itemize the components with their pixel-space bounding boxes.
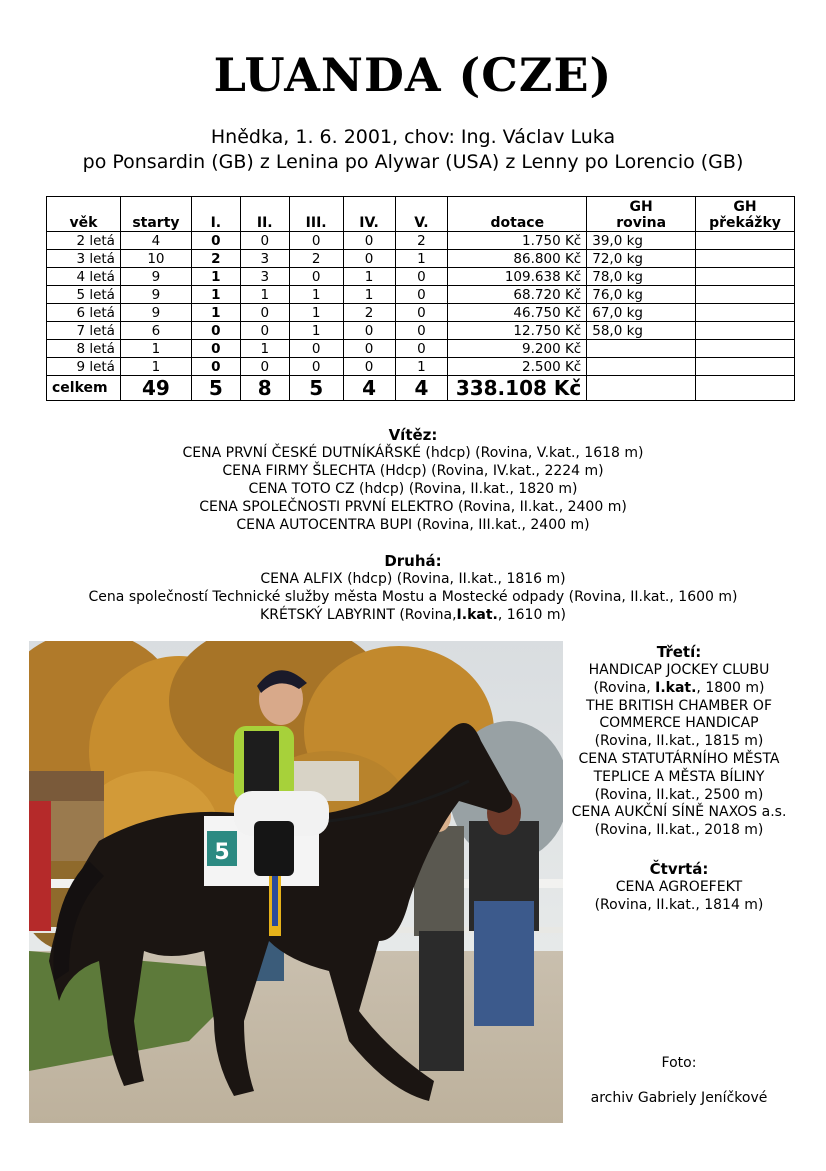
total-third: 5 — [289, 376, 343, 401]
table-row — [47, 340, 795, 358]
table-total-row — [47, 376, 795, 401]
cell-starts: 10 — [120, 250, 191, 268]
table-row — [47, 304, 795, 322]
cell-fourth: 2 — [343, 304, 395, 322]
col-age: věk — [47, 197, 121, 232]
cell-gh-jump — [696, 340, 795, 358]
cell-third: 0 — [289, 340, 343, 358]
fourth-race-line: (Rovina, II.kat., 1814 m) — [594, 896, 764, 913]
total-starts: 49 — [120, 376, 191, 401]
cell-starts: 9 — [120, 286, 191, 304]
cell-age: 2 letá — [47, 232, 121, 250]
table-row — [47, 358, 795, 376]
table-row — [47, 250, 795, 268]
col-fourth: IV. — [343, 197, 395, 232]
winner-race: CENA TOTO CZ (hdcp) (Rovina, II.kat., 1820 m) — [248, 481, 578, 497]
col-first: I. — [191, 197, 240, 232]
cell-fourth: 1 — [343, 286, 395, 304]
cell-first: 1 — [191, 268, 240, 286]
cell-prize: 109.638 Kč — [448, 268, 587, 286]
third-race-line: (Rovina, II.kat., 2500 m) — [594, 786, 764, 803]
cell-fifth: 1 — [395, 358, 448, 376]
cell-gh-jump — [696, 322, 795, 340]
photo-credit-name: archiv Gabriely Jeníčkové — [590, 1090, 768, 1106]
col-third: III. — [289, 197, 343, 232]
horse-pedigree: po Ponsardin (GB) z Lenina po Alywar (USA) z Lenny po Lorencio (GB) — [82, 151, 744, 173]
cell-prize: 86.800 Kč — [448, 250, 587, 268]
total-fourth: 4 — [343, 376, 395, 401]
cell-age: 5 letá — [47, 286, 121, 304]
cell-prize: 46.750 Kč — [448, 304, 587, 322]
winner-section — [0, 426, 826, 534]
cell-prize: 9.200 Kč — [448, 340, 587, 358]
third-race-line: COMMERCE HANDICAP — [599, 715, 759, 732]
third-race-line: THE BRITISH CHAMBER OF — [585, 697, 773, 714]
third-race-line: CENA STATUTÁRNÍHO MĚSTA — [578, 750, 780, 767]
total-label: celkem — [47, 376, 121, 401]
winner-race: CENA FIRMY ŠLECHTA (Hdcp) (Rovina, IV.kat., 2224 m) — [222, 463, 604, 479]
cell-age: 8 letá — [47, 340, 121, 358]
cell-second: 1 — [240, 340, 289, 358]
third-race-line: (Rovina, I.kat., 1800 m) — [593, 679, 765, 696]
cell-first: 0 — [191, 322, 240, 340]
cell-third: 1 — [289, 322, 343, 340]
cell-second: 3 — [240, 250, 289, 268]
cell-fourth: 0 — [343, 232, 395, 250]
third-heading: Třetí: — [656, 643, 702, 661]
winner-race: CENA SPOLEČNOSTI PRVNÍ ELEKTRO (Rovina, II.kat., 2400 m) — [199, 499, 627, 515]
cell-prize: 1.750 Kč — [448, 232, 587, 250]
third-section — [567, 643, 791, 840]
cell-fourth: 0 — [343, 358, 395, 376]
cell-fifth: 0 — [395, 322, 448, 340]
cell-fifth: 0 — [395, 286, 448, 304]
cell-gh-flat: 76,0 kg — [587, 286, 696, 304]
col-gh-flat: GH rovina — [587, 197, 696, 232]
cell-third: 2 — [289, 250, 343, 268]
cell-age: 9 letá — [47, 358, 121, 376]
col-fifth: V. — [395, 197, 448, 232]
cell-first: 0 — [191, 232, 240, 250]
second-race: CENA ALFIX (hdcp) (Rovina, II.kat., 1816 m) — [260, 571, 566, 587]
cell-fourth: 0 — [343, 250, 395, 268]
horse-photo — [29, 641, 563, 1123]
cell-first: 2 — [191, 250, 240, 268]
table-row — [47, 286, 795, 304]
cell-age: 3 letá — [47, 250, 121, 268]
cell-gh-jump — [696, 304, 795, 322]
cell-starts: 9 — [120, 268, 191, 286]
col-prize: dotace — [448, 197, 587, 232]
cell-age: 7 letá — [47, 322, 121, 340]
cell-fifth: 0 — [395, 268, 448, 286]
fourth-race-line: CENA AGROEFEKT — [615, 879, 743, 895]
cell-gh-jump — [696, 286, 795, 304]
horse-name: LUANDA (CZE) — [213, 48, 613, 102]
winner-race: CENA AUTOCENTRA BUPI (Rovina, III.kat., 2400 m) — [236, 517, 590, 533]
cell-gh-flat: 72,0 kg — [587, 250, 696, 268]
cell-starts: 6 — [120, 322, 191, 340]
second-race: KRÉTSKÝ LABYRINT (Rovina,I.kat., 1610 m) — [260, 607, 566, 623]
col-second: II. — [240, 197, 289, 232]
cell-second: 1 — [240, 286, 289, 304]
cell-gh-jump — [696, 268, 795, 286]
cell-second: 0 — [240, 358, 289, 376]
fourth-heading: Čtvrtá: — [649, 860, 709, 878]
cell-third: 0 — [289, 268, 343, 286]
cell-starts: 1 — [120, 358, 191, 376]
winner-race: CENA PRVNÍ ČESKÉ DUTNÍKÁŘSKÉ (hdcp) (Rovina, V.kat., 1618 m) — [182, 445, 644, 461]
cell-gh-jump — [696, 232, 795, 250]
total-prize: 338.108 Kč — [448, 376, 587, 401]
table-row — [47, 268, 795, 286]
cell-second: 0 — [240, 304, 289, 322]
cell-fifth: 1 — [395, 250, 448, 268]
second-section — [0, 552, 826, 624]
cell-first: 1 — [191, 304, 240, 322]
table-row — [47, 322, 795, 340]
cell-prize: 2.500 Kč — [448, 358, 587, 376]
table-header-row — [47, 197, 795, 232]
total-second: 8 — [240, 376, 289, 401]
saddle-number: 5 — [214, 840, 230, 865]
cell-gh-jump — [696, 250, 795, 268]
cell-starts: 4 — [120, 232, 191, 250]
cell-gh-flat: 67,0 kg — [587, 304, 696, 322]
cell-prize: 12.750 Kč — [448, 322, 587, 340]
fourth-section — [567, 860, 791, 915]
second-race: Cena společností Technické služby města Mostu a Mostecké odpady (Rovina, II.kat., 1600 m) — [88, 589, 738, 605]
third-race-line: HANDICAP JOCKEY CLUBU — [588, 662, 770, 678]
cell-gh-flat — [587, 340, 696, 358]
cell-third: 1 — [289, 304, 343, 322]
col-starts: starty — [120, 197, 191, 232]
cell-second: 0 — [240, 322, 289, 340]
cell-second: 3 — [240, 268, 289, 286]
cell-gh-flat — [587, 358, 696, 376]
cell-prize: 68.720 Kč — [448, 286, 587, 304]
horse-birth-breeder: Hnědka, 1. 6. 2001, chov: Ing. Václav Luka — [210, 126, 616, 148]
third-race-line: CENA AUKČNÍ SÍNĚ NAXOS a.s. — [571, 804, 787, 821]
cell-gh-jump — [696, 358, 795, 376]
photo-illustration — [29, 641, 563, 1123]
cell-third: 0 — [289, 232, 343, 250]
third-race-line: (Rovina, II.kat., 2018 m) — [594, 822, 764, 839]
cell-gh-flat: 39,0 kg — [587, 232, 696, 250]
cell-fourth: 0 — [343, 322, 395, 340]
cell-age: 6 letá — [47, 304, 121, 322]
total-gh-flat — [587, 376, 696, 401]
table-row — [47, 232, 795, 250]
cell-starts: 9 — [120, 304, 191, 322]
winner-heading: Vítěz: — [388, 426, 438, 444]
cell-starts: 1 — [120, 340, 191, 358]
photo-credit-label: Foto: — [661, 1055, 697, 1071]
cell-fifth: 0 — [395, 340, 448, 358]
third-race-line: TEPLICE A MĚSTA BÍLINY — [593, 768, 765, 785]
cell-gh-flat: 58,0 kg — [587, 322, 696, 340]
cell-first: 0 — [191, 358, 240, 376]
cell-fourth: 1 — [343, 268, 395, 286]
cell-third: 1 — [289, 286, 343, 304]
total-fifth: 4 — [395, 376, 448, 401]
cell-fourth: 0 — [343, 340, 395, 358]
cell-first: 0 — [191, 340, 240, 358]
cell-third: 0 — [289, 358, 343, 376]
second-heading: Druhá: — [384, 552, 442, 570]
total-first: 5 — [191, 376, 240, 401]
cell-fifth: 2 — [395, 232, 448, 250]
cell-age: 4 letá — [47, 268, 121, 286]
third-race-line: (Rovina, II.kat., 1815 m) — [594, 733, 764, 750]
cell-first: 1 — [191, 286, 240, 304]
cell-fifth: 0 — [395, 304, 448, 322]
col-gh-jump: GH překážky — [696, 197, 795, 232]
cell-gh-flat: 78,0 kg — [587, 268, 696, 286]
race-record-table — [46, 196, 795, 401]
cell-second: 0 — [240, 232, 289, 250]
total-gh-jump — [696, 376, 795, 401]
